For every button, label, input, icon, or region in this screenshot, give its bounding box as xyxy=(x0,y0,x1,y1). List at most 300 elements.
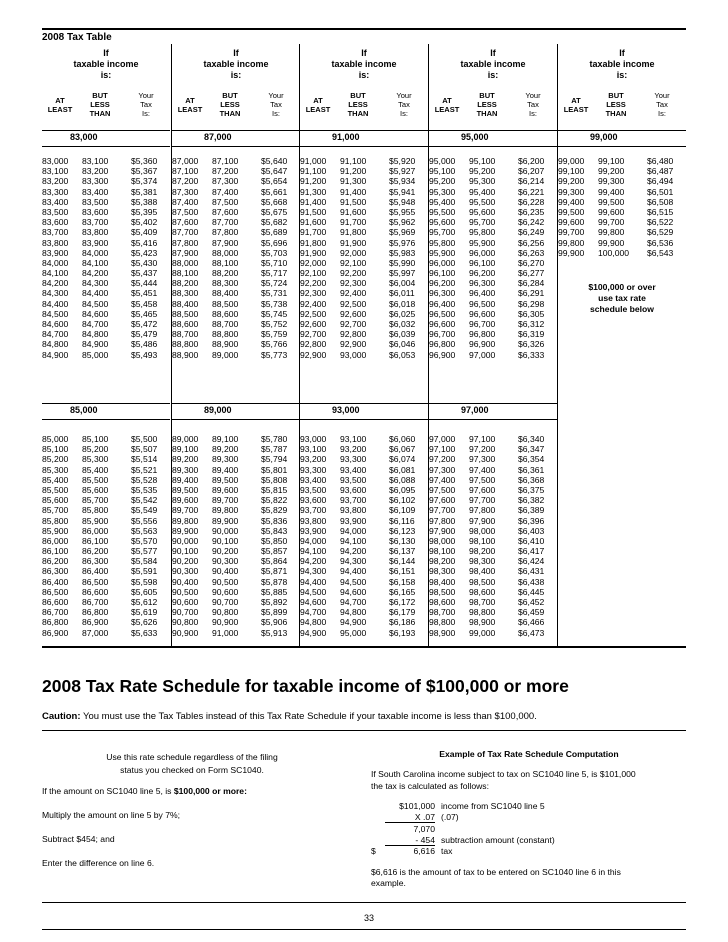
at-least-value: 98,700 xyxy=(429,607,456,618)
header-at-least-line: AT xyxy=(313,96,323,105)
less-than-value: 92,500 xyxy=(340,298,367,309)
at-least-value: 87,600 xyxy=(172,217,199,228)
header-if-line: taxable income xyxy=(203,59,269,69)
less-than-value: 84,900 xyxy=(82,339,109,350)
tax-value: $5,941 xyxy=(389,186,416,197)
at-least-value: 99,900 xyxy=(558,247,585,258)
section-label: 95,000 xyxy=(461,132,489,142)
tax-value: $5,486 xyxy=(131,339,158,350)
at-least-value: 91,100 xyxy=(300,166,327,177)
less-than-value: 83,700 xyxy=(82,217,109,228)
less-than-value: 97,400 xyxy=(469,464,496,475)
schedule-title: 2008 Tax Rate Schedule for taxable income of $100,000 or more xyxy=(42,676,569,696)
column-header xyxy=(42,44,170,130)
tax-value: $6,340 xyxy=(518,434,545,444)
less-than-value: 92,700 xyxy=(340,319,367,329)
section-rule xyxy=(172,146,300,147)
calc-tax-desc: tax xyxy=(441,846,453,856)
tax-value: $5,500 xyxy=(131,434,158,444)
less-than-value: 98,900 xyxy=(469,617,496,628)
table-row xyxy=(172,217,300,227)
tax-value: $5,402 xyxy=(131,217,158,228)
tax-value: $5,388 xyxy=(131,196,158,207)
at-least-value: 86,800 xyxy=(42,617,69,628)
tax-value: $6,081 xyxy=(389,464,416,475)
less-than-value: 96,900 xyxy=(469,339,496,350)
at-least-value: 95,500 xyxy=(429,206,456,217)
tax-value: $5,906 xyxy=(261,617,288,628)
less-than-value: 86,500 xyxy=(82,576,109,587)
at-least-value: 84,600 xyxy=(42,319,69,329)
at-least-value: 99,700 xyxy=(558,227,585,238)
header-your-tax-is-line: Tax xyxy=(140,100,152,109)
tax-value: $6,109 xyxy=(389,505,416,516)
tax-value: $5,773 xyxy=(261,349,288,360)
header-but-less-than xyxy=(78,91,122,131)
less-than-value: 89,600 xyxy=(212,484,239,495)
at-least-value: 85,600 xyxy=(42,495,69,506)
less-than-value: 99,100 xyxy=(598,156,625,166)
table-row xyxy=(429,309,557,319)
at-least-value: 85,800 xyxy=(42,515,69,526)
at-least-value: 85,200 xyxy=(42,454,69,465)
at-least-value: 89,900 xyxy=(172,525,199,536)
table-row xyxy=(300,309,428,319)
section-rule xyxy=(42,403,170,404)
tax-value: $6,102 xyxy=(389,495,416,506)
table-row xyxy=(172,329,300,339)
at-least-value: 84,700 xyxy=(42,329,69,340)
less-than-value: 94,100 xyxy=(340,535,367,546)
header-at-least-line: AT xyxy=(571,96,581,105)
table-row xyxy=(42,288,170,298)
header-but-less-than-line: LESS xyxy=(348,100,368,109)
table-row xyxy=(558,166,686,176)
note-line: schedule below xyxy=(590,304,654,314)
table-row xyxy=(429,350,557,360)
header-but-less-than-line: BUT xyxy=(92,91,108,100)
tax-value: $6,116 xyxy=(389,515,415,526)
less-than-value: 89,400 xyxy=(212,464,239,475)
tax-value: $6,382 xyxy=(518,495,545,506)
table-column xyxy=(429,44,557,646)
less-than-value: 94,300 xyxy=(340,556,367,567)
less-than-value: 92,400 xyxy=(340,288,367,299)
less-than-value: 95,600 xyxy=(469,206,496,217)
at-least-value: 91,700 xyxy=(300,227,327,238)
tax-value: $6,123 xyxy=(389,525,416,536)
less-than-value: 90,900 xyxy=(212,617,239,628)
table-row xyxy=(429,485,557,495)
less-than-value: 99,800 xyxy=(598,227,625,238)
less-than-value: 87,700 xyxy=(212,217,239,228)
section-rule xyxy=(429,146,557,147)
at-least-value: 97,300 xyxy=(429,464,456,475)
at-least-value: 86,300 xyxy=(42,566,69,577)
at-least-value: 90,200 xyxy=(172,556,199,567)
at-least-value: 83,400 xyxy=(42,196,69,207)
at-least-value: 84,100 xyxy=(42,268,69,279)
section-rule xyxy=(300,146,428,147)
less-than-value: 91,900 xyxy=(340,237,367,248)
at-least-value: 94,600 xyxy=(300,597,327,607)
less-than-value: 88,700 xyxy=(212,319,239,329)
at-least-value: 85,500 xyxy=(42,484,69,495)
less-than-value: 85,700 xyxy=(82,495,109,506)
at-least-value: 97,000 xyxy=(429,434,456,444)
table-row xyxy=(429,329,557,339)
table-row xyxy=(42,319,170,329)
tax-value: $6,200 xyxy=(518,156,545,166)
section-label: 91,000 xyxy=(332,132,360,142)
less-than-value: 87,200 xyxy=(212,166,239,177)
less-than-value: 98,100 xyxy=(469,535,496,546)
less-than-value: 93,900 xyxy=(340,515,367,526)
tax-value: $6,424 xyxy=(518,556,545,567)
less-than-value: 96,600 xyxy=(469,308,496,319)
tax-value: $5,962 xyxy=(389,217,416,228)
at-least-value: 86,900 xyxy=(42,627,69,638)
at-least-value: 90,400 xyxy=(172,576,199,587)
tax-value: $6,060 xyxy=(389,434,416,444)
table-row xyxy=(42,197,170,207)
at-least-value: 95,800 xyxy=(429,237,456,248)
table-row xyxy=(300,248,428,258)
table-row xyxy=(429,526,557,536)
at-least-value: 96,500 xyxy=(429,308,456,319)
header-if-line: If xyxy=(619,48,625,58)
table-row xyxy=(42,526,170,536)
tax-value: $5,563 xyxy=(131,525,158,536)
table-row xyxy=(42,248,170,258)
table-row xyxy=(42,166,170,176)
tax-value: $6,025 xyxy=(389,308,416,319)
less-than-value: 92,800 xyxy=(340,329,367,340)
at-least-value: 92,400 xyxy=(300,298,327,309)
table-row xyxy=(42,546,170,556)
table-row xyxy=(172,299,300,309)
table-row xyxy=(172,268,300,278)
table-row xyxy=(172,197,300,207)
less-than-value: 90,600 xyxy=(212,586,239,597)
less-than-value: 93,600 xyxy=(340,484,367,495)
table-row xyxy=(300,299,428,309)
table-row xyxy=(172,258,300,268)
table-row xyxy=(42,339,170,349)
less-than-value: 92,300 xyxy=(340,278,367,289)
tax-value: $5,934 xyxy=(389,176,416,187)
at-least-value: 88,000 xyxy=(172,257,199,268)
table-row xyxy=(429,278,557,288)
table-row xyxy=(172,536,300,546)
tax-value: $6,431 xyxy=(518,566,545,577)
at-least-value: 84,800 xyxy=(42,339,69,350)
at-least-value: 90,300 xyxy=(172,566,199,577)
instructions-intro-2: status you checked on Form SC1040. xyxy=(120,765,264,775)
less-than-value: 93,300 xyxy=(340,454,367,465)
less-than-value: 95,900 xyxy=(469,237,496,248)
at-least-value: 86,500 xyxy=(42,586,69,597)
less-than-value: 84,800 xyxy=(82,329,109,340)
tax-value: $5,766 xyxy=(261,339,288,350)
at-least-value: 93,300 xyxy=(300,464,327,475)
header-if-line: taxable income xyxy=(460,59,526,69)
less-than-value: 90,400 xyxy=(212,566,239,577)
header-if-line: If xyxy=(233,48,239,58)
tax-value: $5,689 xyxy=(261,227,288,238)
header-if-line: is: xyxy=(100,70,112,80)
tax-value: $6,095 xyxy=(389,484,416,495)
table-row xyxy=(558,156,686,166)
section-rule xyxy=(172,419,300,420)
table-row xyxy=(42,516,170,526)
tax-value: $5,367 xyxy=(131,166,158,177)
less-than-value: 94,000 xyxy=(340,525,367,536)
less-than-value: 85,000 xyxy=(82,349,109,360)
table-row xyxy=(429,299,557,309)
table-row xyxy=(42,156,170,166)
tax-value: $6,207 xyxy=(518,166,545,177)
table-row xyxy=(300,597,428,607)
table-row xyxy=(429,465,557,475)
table-row xyxy=(429,505,557,515)
at-least-value: 95,100 xyxy=(429,166,456,177)
at-least-value: 95,000 xyxy=(429,156,456,166)
calc-product-amount: 7,070 xyxy=(413,824,435,834)
table-row xyxy=(172,475,300,485)
less-than-value: 95,200 xyxy=(469,166,496,177)
less-than-value: 85,400 xyxy=(82,464,109,475)
tax-value: $5,374 xyxy=(131,176,158,187)
less-than-value: 89,800 xyxy=(212,505,239,516)
less-than-value: 88,200 xyxy=(212,268,239,279)
less-than-value: 94,400 xyxy=(340,566,367,577)
table-row xyxy=(429,577,557,587)
tax-value: $5,409 xyxy=(131,227,158,238)
table-row xyxy=(172,526,300,536)
at-least-value: 96,400 xyxy=(429,298,456,309)
tax-value: $5,815 xyxy=(261,484,288,495)
tax-rows xyxy=(42,434,170,638)
at-least-value: 89,800 xyxy=(172,515,199,526)
table-row xyxy=(172,556,300,566)
tax-value: $6,312 xyxy=(518,319,545,329)
header-but-less-than-line: LESS xyxy=(90,100,110,109)
table-row xyxy=(429,607,557,617)
section-rule xyxy=(42,419,170,420)
at-least-value: 87,400 xyxy=(172,196,199,207)
at-least-value: 99,800 xyxy=(558,237,585,248)
tax-value: $5,927 xyxy=(389,166,416,177)
less-than-value: 84,300 xyxy=(82,278,109,289)
less-than-value: 99,700 xyxy=(598,217,625,228)
tax-value: $5,605 xyxy=(131,586,158,597)
section-label: 97,000 xyxy=(461,405,489,415)
tax-value: $5,724 xyxy=(261,278,288,289)
less-than-value: 97,500 xyxy=(469,474,496,485)
at-least-value: 96,000 xyxy=(429,257,456,268)
tax-value: $5,619 xyxy=(131,607,158,618)
at-least-value: 83,200 xyxy=(42,176,69,187)
less-than-value: 92,100 xyxy=(340,257,367,268)
at-least-value: 92,600 xyxy=(300,319,327,329)
less-than-value: 83,900 xyxy=(82,237,109,248)
example-title: Example of Tax Rate Schedule Computation xyxy=(439,749,619,759)
at-least-value: 91,300 xyxy=(300,186,327,197)
tax-value: $6,305 xyxy=(518,308,545,319)
less-than-value: 95,400 xyxy=(469,186,496,197)
tax-value: $5,850 xyxy=(261,535,288,546)
at-least-value: 87,300 xyxy=(172,186,199,197)
at-least-value: 96,100 xyxy=(429,268,456,279)
table-row xyxy=(429,546,557,556)
section-rule xyxy=(172,403,300,404)
table-row xyxy=(429,434,557,444)
at-least-value: 97,100 xyxy=(429,444,456,455)
tax-value: $5,465 xyxy=(131,308,158,319)
less-than-value: 85,200 xyxy=(82,444,109,455)
tax-value: $5,661 xyxy=(261,186,288,197)
calc-rate-desc: (.07) xyxy=(441,812,459,822)
tax-value: $5,976 xyxy=(389,237,416,248)
header-if-line: is: xyxy=(616,70,628,80)
table-row xyxy=(429,475,557,485)
less-than-value: 84,000 xyxy=(82,247,109,258)
at-least-value: 89,600 xyxy=(172,495,199,506)
tax-value: $5,703 xyxy=(261,247,288,258)
table-row xyxy=(42,577,170,587)
less-than-value: 87,800 xyxy=(212,227,239,238)
table-row xyxy=(172,617,300,627)
tax-value: $6,501 xyxy=(647,186,674,197)
section-rule xyxy=(42,130,170,131)
header-your-tax-is-line: Your xyxy=(268,91,284,100)
table-row xyxy=(172,485,300,495)
table-row xyxy=(300,475,428,485)
header-if-line: is: xyxy=(358,70,370,80)
at-least-value: 98,500 xyxy=(429,586,456,597)
table-row xyxy=(300,577,428,587)
tax-value: $5,570 xyxy=(131,535,158,546)
table-row xyxy=(172,577,300,587)
at-least-value: 98,200 xyxy=(429,556,456,567)
less-than-value: 98,200 xyxy=(469,546,496,557)
header-at-least-line: LEAST xyxy=(563,105,589,114)
table-row xyxy=(429,187,557,197)
header-but-less-than-line: THAN xyxy=(219,109,241,118)
caution-text xyxy=(42,711,537,722)
table-row xyxy=(429,516,557,526)
at-least-value: 83,300 xyxy=(42,186,69,197)
instruction-multiply: Multiply the amount on line 5 by 7%; xyxy=(42,810,181,820)
tax-value: $6,186 xyxy=(389,617,416,628)
less-than-value: 88,400 xyxy=(212,288,239,299)
table-row xyxy=(558,217,686,227)
header-your-tax-is-line: Is: xyxy=(529,109,537,118)
less-than-value: 95,300 xyxy=(469,176,496,187)
header-your-tax-is-line: Is: xyxy=(400,109,408,118)
header-your-tax-is xyxy=(124,91,168,131)
header-at-least-line: LEAST xyxy=(305,105,331,114)
table-row xyxy=(300,556,428,566)
header-if-taxable-income xyxy=(42,48,170,81)
example-conclusion-1: $6,616 is the amount of tax to be entered on SC1040 line 6 in this xyxy=(371,867,621,877)
table-row xyxy=(172,566,300,576)
table-row xyxy=(429,339,557,349)
tax-value: $6,333 xyxy=(518,349,545,360)
less-than-value: 83,400 xyxy=(82,186,109,197)
at-least-value: 86,400 xyxy=(42,576,69,587)
tax-value: $5,920 xyxy=(389,156,416,166)
at-least-value: 84,300 xyxy=(42,288,69,299)
less-than-value: 87,600 xyxy=(212,206,239,217)
table-row xyxy=(429,444,557,454)
tax-value: $6,004 xyxy=(389,278,416,289)
at-least-value: 99,300 xyxy=(558,186,585,197)
less-than-value: 84,400 xyxy=(82,288,109,299)
at-least-value: 83,100 xyxy=(42,166,69,177)
table-row xyxy=(42,587,170,597)
at-least-value: 89,700 xyxy=(172,505,199,516)
table-row xyxy=(300,217,428,227)
at-least-value: 98,400 xyxy=(429,576,456,587)
less-than-value: 83,100 xyxy=(82,156,109,166)
tax-value: $5,983 xyxy=(389,247,416,258)
example-intro-1: If South Carolina income subject to tax on SC1040 line 5, is $101,000 xyxy=(371,769,636,779)
less-than-value: 86,800 xyxy=(82,607,109,618)
less-than-value: 87,900 xyxy=(212,237,239,248)
tax-value: $5,472 xyxy=(131,319,158,329)
calc-subtract-desc: subtraction amount (constant) xyxy=(441,835,555,845)
at-least-value: 91,900 xyxy=(300,247,327,258)
at-least-value: 84,400 xyxy=(42,298,69,309)
header-but-less-than-line: THAN xyxy=(605,109,627,118)
header-at-least-line: LEAST xyxy=(177,105,203,114)
tax-value: $6,018 xyxy=(389,298,416,309)
section-rule xyxy=(300,419,428,420)
at-least-value: 85,300 xyxy=(42,464,69,475)
tax-value: $5,654 xyxy=(261,176,288,187)
table-row xyxy=(42,465,170,475)
less-than-value: 88,100 xyxy=(212,257,239,268)
less-than-value: 86,100 xyxy=(82,535,109,546)
at-least-value: 98,600 xyxy=(429,597,456,607)
tax-value: $6,032 xyxy=(389,319,416,329)
less-than-value: 87,100 xyxy=(212,156,239,166)
less-than-value: 88,300 xyxy=(212,278,239,289)
at-least-value: 89,500 xyxy=(172,484,199,495)
instruction-condition-text: If the amount on SC1040 line 5, is xyxy=(42,786,174,796)
at-least-value: 91,400 xyxy=(300,196,327,207)
header-but-less-than-line: BUT xyxy=(222,91,238,100)
less-than-value: 93,400 xyxy=(340,464,367,475)
at-least-value: 92,800 xyxy=(300,339,327,350)
section-label: 89,000 xyxy=(204,405,232,415)
tax-value: $6,137 xyxy=(389,546,416,557)
less-than-value: 84,600 xyxy=(82,308,109,319)
table-row xyxy=(300,495,428,505)
at-least-value: 95,400 xyxy=(429,196,456,207)
header-but-less-than-line: THAN xyxy=(476,109,498,118)
less-than-value: 96,700 xyxy=(469,319,496,329)
at-least-value: 95,600 xyxy=(429,217,456,228)
header-if-taxable-income xyxy=(429,48,557,81)
table-row xyxy=(429,597,557,607)
tax-value: $6,284 xyxy=(518,278,545,289)
caution-body: You must use the Tax Tables instead of this Tax Rate Schedule if your taxable income is less than $100,000. xyxy=(80,711,537,722)
table-row xyxy=(300,166,428,176)
table-row xyxy=(42,475,170,485)
